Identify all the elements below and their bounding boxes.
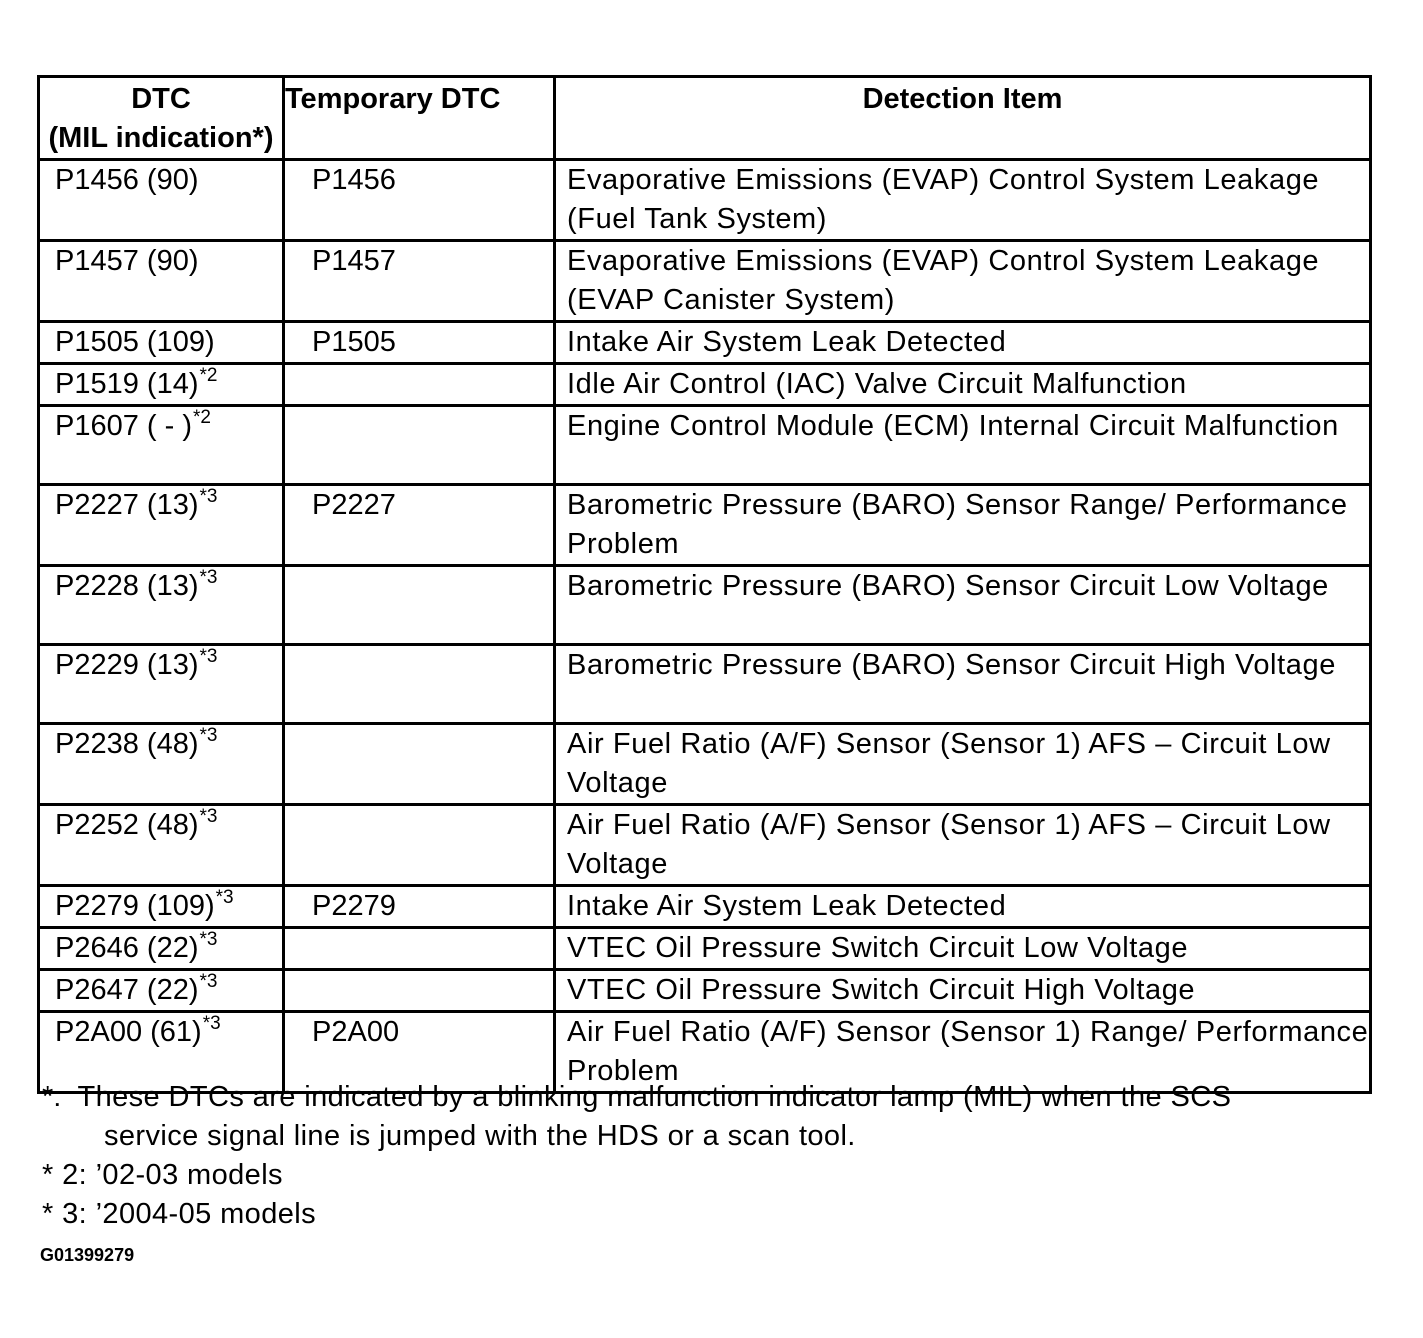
dtc-code-cell <box>39 241 284 322</box>
temporary-dtc-cell: P2279 <box>284 886 555 928</box>
table-row <box>39 886 1371 928</box>
header-dtc <box>39 77 284 160</box>
table-row <box>39 805 1371 886</box>
dtc-code-cell <box>39 970 284 1012</box>
dtc-code: P1456 (90) <box>55 164 199 196</box>
detection-item-cell: Air Fuel Ratio (A/F) Sensor (Sensor 1) Range/ Performance Problem <box>555 1012 1371 1093</box>
temporary-dtc-cell <box>284 724 555 805</box>
table-row <box>39 566 1371 645</box>
dtc-footnote-ref: *2 <box>193 407 211 428</box>
dtc-code-cell <box>39 160 284 241</box>
figure-id: G01399279 <box>40 1245 135 1265</box>
detection-item-cell: Intake Air System Leak Detected <box>555 886 1371 928</box>
detection-item-cell: Evaporative Emissions (EVAP) Control System Leakage (EVAP Canister System) <box>555 241 1371 322</box>
footnote-star <box>42 1078 1412 1117</box>
dtc-code: P2238 (48) <box>55 728 199 760</box>
table-row <box>39 970 1371 1012</box>
detection-item-cell: Evaporative Emissions (EVAP) Control System Leakage (Fuel Tank System) <box>555 160 1371 241</box>
temporary-dtc-cell: P1505 <box>284 322 555 364</box>
dtc-footnote-ref: *3 <box>215 887 234 908</box>
temporary-dtc-cell: P2227 <box>284 485 555 566</box>
temporary-dtc-cell: P1456 <box>284 160 555 241</box>
table-row <box>39 724 1371 805</box>
footnote-star-line2: service signal line is jumped with the HDS or a scan tool. <box>104 1120 856 1152</box>
temporary-dtc-cell <box>284 645 555 724</box>
footnote-3: * 3: ’2004-05 models <box>42 1198 316 1230</box>
dtc-code: P2647 (22) <box>55 974 199 1006</box>
dtc-code: P1519 (14) <box>55 368 199 400</box>
dtc-code-cell <box>39 485 284 566</box>
temporary-dtc-cell <box>284 805 555 886</box>
dtc-code-cell <box>39 886 284 928</box>
dtc-code: P2646 (22) <box>55 932 199 964</box>
detection-item-cell: Intake Air System Leak Detected <box>555 322 1371 364</box>
dtc-footnote-ref: *2 <box>199 365 218 386</box>
detection-item-cell: Engine Control Module (ECM) Internal Circuit Malfunction <box>555 406 1371 485</box>
header-dtc-line2: (MIL indication*) <box>48 122 274 154</box>
temporary-dtc-cell <box>284 406 555 485</box>
dtc-footnote-ref: *3 <box>199 486 218 507</box>
dtc-code: P2A00 (61) <box>55 1016 202 1048</box>
detection-item-cell: Barometric Pressure (BARO) Sensor Circuit Low Voltage <box>555 566 1371 645</box>
dtc-code: P2279 (109) <box>55 890 215 922</box>
table-row <box>39 406 1371 485</box>
temporary-dtc-cell: P2A00 <box>284 1012 555 1093</box>
table-row <box>39 364 1371 406</box>
table-row <box>39 160 1371 241</box>
footnote-star-line1: These DTCs are indicated by a blinking malfunction indicator lamp (MIL) when the SCS <box>77 1081 1232 1113</box>
header-detection-item: Detection Item <box>555 77 1371 160</box>
temporary-dtc-cell <box>284 970 555 1012</box>
dtc-table <box>37 75 1372 1094</box>
dtc-code-cell <box>39 406 284 485</box>
dtc-code-cell <box>39 364 284 406</box>
table-row <box>39 645 1371 724</box>
dtc-code-cell <box>39 645 284 724</box>
dtc-footnote-ref: *3 <box>199 725 218 746</box>
dtc-footnote-ref: *3 <box>202 1013 221 1034</box>
dtc-code: P2228 (13) <box>55 570 199 602</box>
dtc-footnote-ref: *3 <box>199 929 218 950</box>
temporary-dtc-cell <box>284 364 555 406</box>
header-temporary-dtc: Temporary DTC <box>284 77 555 160</box>
footnote-star-mark: *: <box>42 1081 78 1113</box>
dtc-code: P1457 (90) <box>55 245 199 277</box>
dtc-code: P2229 (13) <box>55 649 199 681</box>
detection-item-cell: Air Fuel Ratio (A/F) Sensor (Sensor 1) AFS – Circuit Low Voltage <box>555 805 1371 886</box>
table-row <box>39 241 1371 322</box>
dtc-code-cell <box>39 928 284 970</box>
dtc-code: P2252 (48) <box>55 809 199 841</box>
dtc-footnote-ref: *3 <box>199 971 218 992</box>
table-row <box>39 322 1371 364</box>
dtc-footnote-ref: *3 <box>199 806 218 827</box>
footnotes <box>42 1078 1412 1234</box>
detection-item-cell: Barometric Pressure (BARO) Sensor Range/ Performance Problem <box>555 485 1371 566</box>
table-body <box>39 160 1371 1093</box>
dtc-footnote-ref: *3 <box>199 567 218 588</box>
dtc-code: P2227 (13) <box>55 489 199 521</box>
footnote-2: * 2: ’02-03 models <box>42 1159 283 1191</box>
dtc-code-cell <box>39 566 284 645</box>
dtc-code: P1505 (109) <box>55 326 215 358</box>
dtc-code-cell <box>39 805 284 886</box>
dtc-code: P1607 ( - ) <box>55 410 192 442</box>
detection-item-cell: VTEC Oil Pressure Switch Circuit Low Voltage <box>555 928 1371 970</box>
dtc-code-cell <box>39 322 284 364</box>
dtc-footnote-ref: *3 <box>199 646 218 667</box>
temporary-dtc-cell <box>284 928 555 970</box>
table-row <box>39 928 1371 970</box>
header-dtc-line1: DTC <box>131 83 191 115</box>
detection-item-cell: Air Fuel Ratio (A/F) Sensor (Sensor 1) AFS – Circuit Low Voltage <box>555 724 1371 805</box>
detection-item-cell: Barometric Pressure (BARO) Sensor Circuit High Voltage <box>555 645 1371 724</box>
table-row <box>39 485 1371 566</box>
detection-item-cell: VTEC Oil Pressure Switch Circuit High Voltage <box>555 970 1371 1012</box>
detection-item-cell: Idle Air Control (IAC) Valve Circuit Malfunction <box>555 364 1371 406</box>
dtc-code-cell <box>39 724 284 805</box>
table-header-row <box>39 77 1371 160</box>
temporary-dtc-cell: P1457 <box>284 241 555 322</box>
temporary-dtc-cell <box>284 566 555 645</box>
